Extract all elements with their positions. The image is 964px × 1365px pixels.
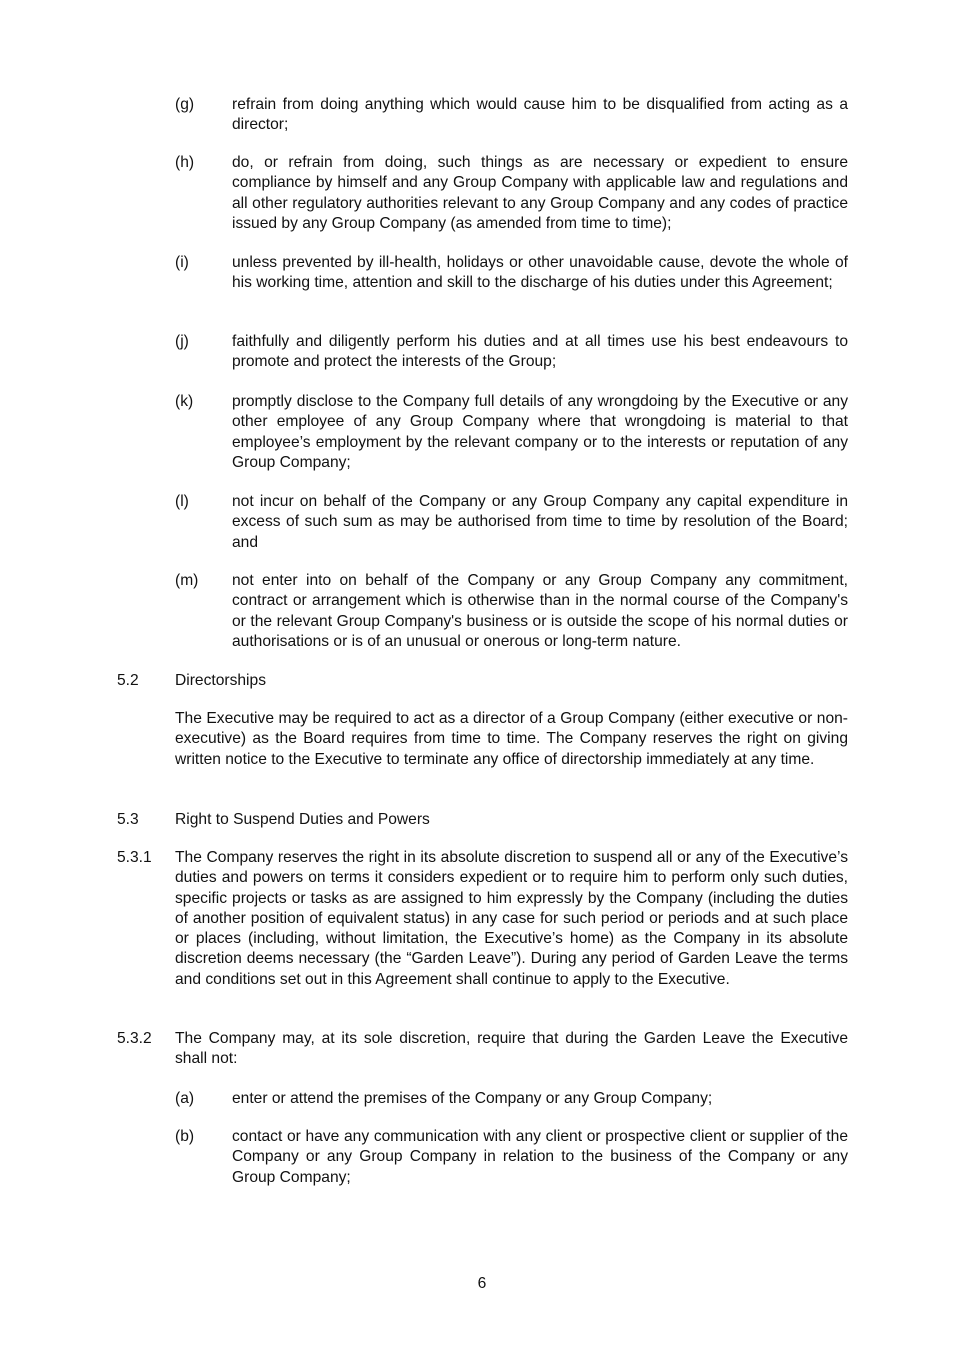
clause-label: (j) <box>175 333 189 350</box>
clause-label: (k) <box>175 393 194 410</box>
page-number: 6 <box>477 1275 487 1292</box>
section-title: Directorships <box>175 672 266 689</box>
section-number: 5.2 <box>117 672 139 689</box>
paragraph-text: The Executive may be required to act as a director of a Group Company (either executive or non-executive) as the Board requires from time to time. The Company reserves the right on giving written notice to the Executive to terminate any office of directorship immediately at any time. <box>175 710 848 768</box>
clause-text: The Company reserves the right in its absolute discretion to suspend all or any of the Executive’s duties and powers on terms it considers expedient or to require him to perform only such duties, specific projects or tasks as are assigned to him expressly by the Company (including the duties of another position of equivalent status) in any case for such period or periods and at such place or places (including, without limitation, the Executive’s home) as the Company in its absolute discretion deems necessary (the “Garden Leave”). During any period of Garden Leave the terms and conditions set out in this Agreement shall continue to apply to the Executive. <box>175 849 848 988</box>
clause-number: 5.3.2 <box>117 1030 152 1047</box>
clause-label: (g) <box>175 96 195 113</box>
clause-text: The Company may, at its sole discretion, require that during the Garden Leave the Executive shall not: <box>175 1030 848 1068</box>
clause-text: promptly disclose to the Company full details of any wrongdoing by the Executive or any other employee of any Group Company where that wrongdoing is material to that employee’s employment by the relevant company or to the interests or reputation of any Group Company; <box>232 393 848 471</box>
section-title: Right to Suspend Duties and Powers <box>175 811 430 828</box>
clause-label: (a) <box>175 1090 195 1107</box>
clause-text: not enter into on behalf of the Company or any Group Company any commitment, contract or arrangement which is otherwise than in the normal course of the Company's or the relevant Group Company's business or is outside the scope of his normal duties or authorisations or is of an unusual or onerous or long-term nature. <box>232 572 848 650</box>
clause-text: faithfully and diligently perform his duties and at all times use his best endeavours to promote and protect the interests of the Group; <box>232 333 848 371</box>
clause-label: (l) <box>175 493 189 510</box>
clause-text: unless prevented by ill-health, holidays or other unavoidable cause, devote the whole of his working time, attention and skill to the discharge of his duties under this Agreement; <box>232 254 848 292</box>
clause-label: (b) <box>175 1128 195 1145</box>
clause-text: refrain from doing anything which would cause him to be disqualified from acting as a director; <box>232 96 848 134</box>
clause-text: contact or have any communication with any client or prospective client or supplier of the Company or any Group Company in relation to the business of the Company or any Group Company; <box>232 1128 848 1186</box>
section-number: 5.3 <box>117 811 139 828</box>
clause-text: do, or refrain from doing, such things as are necessary or expedient to ensure compliance by himself and any Group Company with applicable law and regulations and all other regulatory authorities relevant to any Group Company and any codes of practice issued by any Group Company (as amended from time to time); <box>232 154 848 232</box>
clause-text: enter or attend the premises of the Company or any Group Company; <box>232 1090 713 1107</box>
clause-text: not incur on behalf of the Company or any Group Company any capital expenditure in excess of such sum as may be authorised from time to time by resolution of the Board; and <box>232 493 848 551</box>
clause-label: (m) <box>175 572 199 589</box>
clause-label: (i) <box>175 254 189 271</box>
clause-number: 5.3.1 <box>117 849 152 866</box>
clause-label: (h) <box>175 154 195 171</box>
